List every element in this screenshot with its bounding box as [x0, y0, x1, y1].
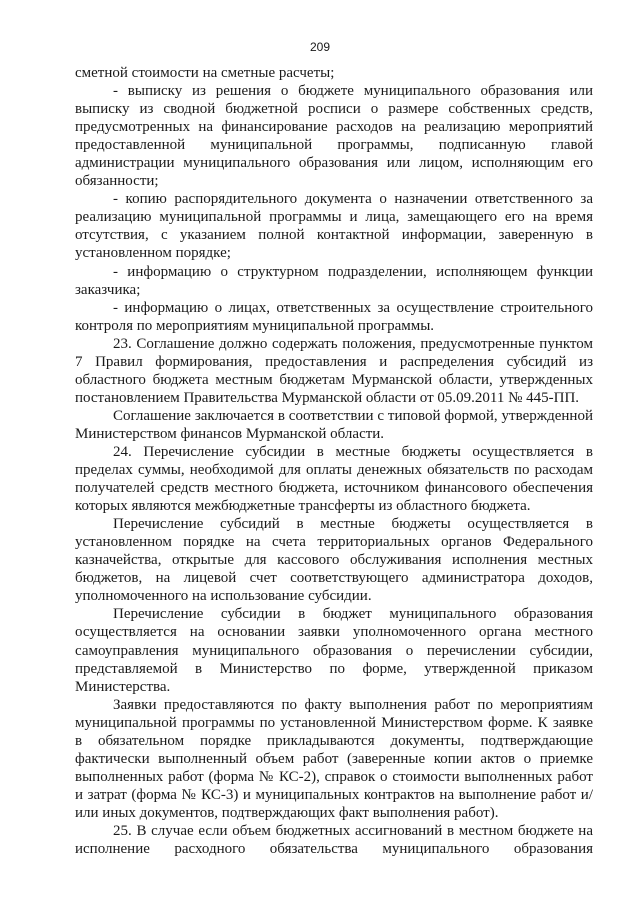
paragraph: 24. Перечисление субсидии в местные бюджеты осуществляется в пределах суммы, необходимой для оплаты денежных обязательств по расходам получателей средств местного бюджета, источником финансового обеспечения которых являются межбюджетные трансферты из областного бюджета.: [75, 443, 593, 515]
page-number: 209: [309, 40, 331, 54]
paragraph: 25. В случае если объем бюджетных ассигнований в местном бюджете на исполнение расходного обязательства муниципального образования: [75, 822, 593, 858]
paragraph: Соглашение заключается в соответствии с типовой формой, утвержденной Министерством финансов Мурманской области.: [75, 407, 593, 442]
paragraph: Перечисление субсидии в бюджет муниципального образования осуществляется на основании заявки уполномоченного органа местного самоуправления муниципального образования о перечислении субсидии, представляемой в Министерство по форме, утвержденной приказом Министерства.: [75, 606, 593, 695]
paragraph: сметной стоимости на сметные расчеты;: [75, 65, 335, 81]
paragraph: - информацию о структурном подразделении, исполняющем функции заказчика;: [75, 263, 593, 298]
paragraph: - копию распорядительного документа о назначении ответственного за реализацию муниципальной программы и лица, замещающего его на время отсутствия, с указанием полной контактной информации, заверенную в установленном порядке;: [75, 191, 593, 262]
paragraph: 23. Соглашение должно содержать положения, предусмотренные пунктом 7 Правил формирования, предоставления и распределения субсидий из областного бюджета местным бюджетам Мурманской области, утвержденных постановлением Правительства Мурманской области от 05.09.2011 № 445-ПП.: [75, 335, 593, 406]
paragraph: - информацию о лицах, ответственных за осуществление строительного контроля по мероприятиям муниципальной программы.: [75, 299, 593, 334]
paragraph: Перечисление субсидий в местные бюджеты осуществляется в установленном порядке на счета территориальных органов Федерального казначейства, открытые для кассового обслуживания исполнения местных бюджетов, на лицевой счет соответствующего администратора доходов, уполномоченного на использование субсидии.: [75, 516, 593, 605]
paragraph: Заявки предоставляются по факту выполнения работ по мероприятиям муниципальной программы по установленной Министерством форме. К заявке в обязательном порядке прикладываются документы, подтверждающие фактически выполненный объем работ (заверенные копии актов о приемке выполненных работ (форма № КС-2), справок о стоимости выполненных работ и затрат (форма № КС-3) и муниципальных контрактов на выполнение работ и/или иных документов, подтверждающих факт выполнения работ).: [75, 696, 593, 821]
paragraph: - выписку из решения о бюджете муниципального образования или выписку из сводной бюджетной росписи о размере собственных средств, предусмотренных на финансирование расходов на реализацию мероприятий предоставленной муниципальной программы, подписанную главой администрации муниципального образования или лицом, исполняющим его обязанности;: [75, 83, 593, 190]
document-body: [75, 64, 593, 858]
